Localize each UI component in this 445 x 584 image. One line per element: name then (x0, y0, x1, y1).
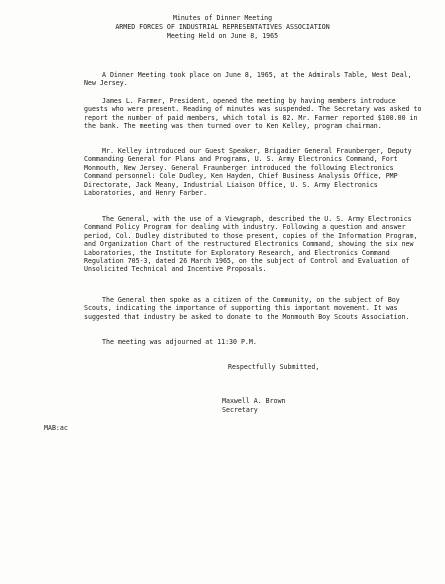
paragraph-policy-program: The General, with the use of a Viewgraph, described the U. S. Army Electronics Command Policy Program for dealing with industry. Following a question and answer period, Col. Dudley distributed to those present, copies of the Information Program, and Organization Chart of the restructured Electronics Command, showing the six new Laboratories, the Institute for Exploratory Research, and Electronics Command Regulation 705-3, dated 26 March 1965, on the subject of Control and Evaluation of Unsolicited Technical and Incentive Proposals. (84, 215, 418, 274)
paragraph-location: A Dinner Meeting took place on June 8, 1965, at the Admirals Table, West Deal, New Jersey. (84, 71, 412, 88)
paragraph-boy-scouts: The General then spoke as a citizen of the Community, on the subject of Boy Scouts, indicating the importance of supporting this important movement. It was suggested that industry be asked to donate to the Monmouth Boy Scouts Association. (84, 296, 410, 321)
organization-name: ARMED FORCES OF INDUSTRIAL REPRESENTATIVES ASSOCIATION (115, 23, 330, 31)
paragraph-adjourned: The meeting was adjourned at 11:30 P.M. (102, 338, 257, 346)
closing-salutation: Respectfully Submitted, (228, 363, 320, 371)
document-title: Minutes of Dinner Meeting (172, 14, 273, 22)
signer-name: Maxwell A. Brown (222, 397, 286, 405)
typist-initials: MAB:ac (44, 424, 68, 432)
paragraph-guest-speaker: Mr. Kelley introduced our Guest Speaker, Brigadier General Fraunberger, Deputy Commanding General for Plans and Programs, U. S. Army Electronics Command, Fort Monmouth, New Jersey. General Fraunberger introduced the following Electronics Command personnel: Cole Dudley, Ken Hayden, Chief Business Analysis Office, PMP Directorate, Jack Meany, Industrial Liaison Office, U. S. Army Electronics Laboratories, and Henry Farber. (84, 147, 412, 198)
signer-title: Secretary (222, 406, 258, 414)
meeting-date-line: Meeting Held on June 8, 1965 (166, 32, 279, 40)
paragraph-opening: James L. Farmer, President, opened the meeting by having members introduce guests who were present. Reading of minutes was suspended. The Secretary was asked to report the number of paid members, which total is 82. Mr. Farmer reported $100.00 in the bank. The meeting was then turned over to Ken Kelley, program chairman. (84, 97, 422, 131)
